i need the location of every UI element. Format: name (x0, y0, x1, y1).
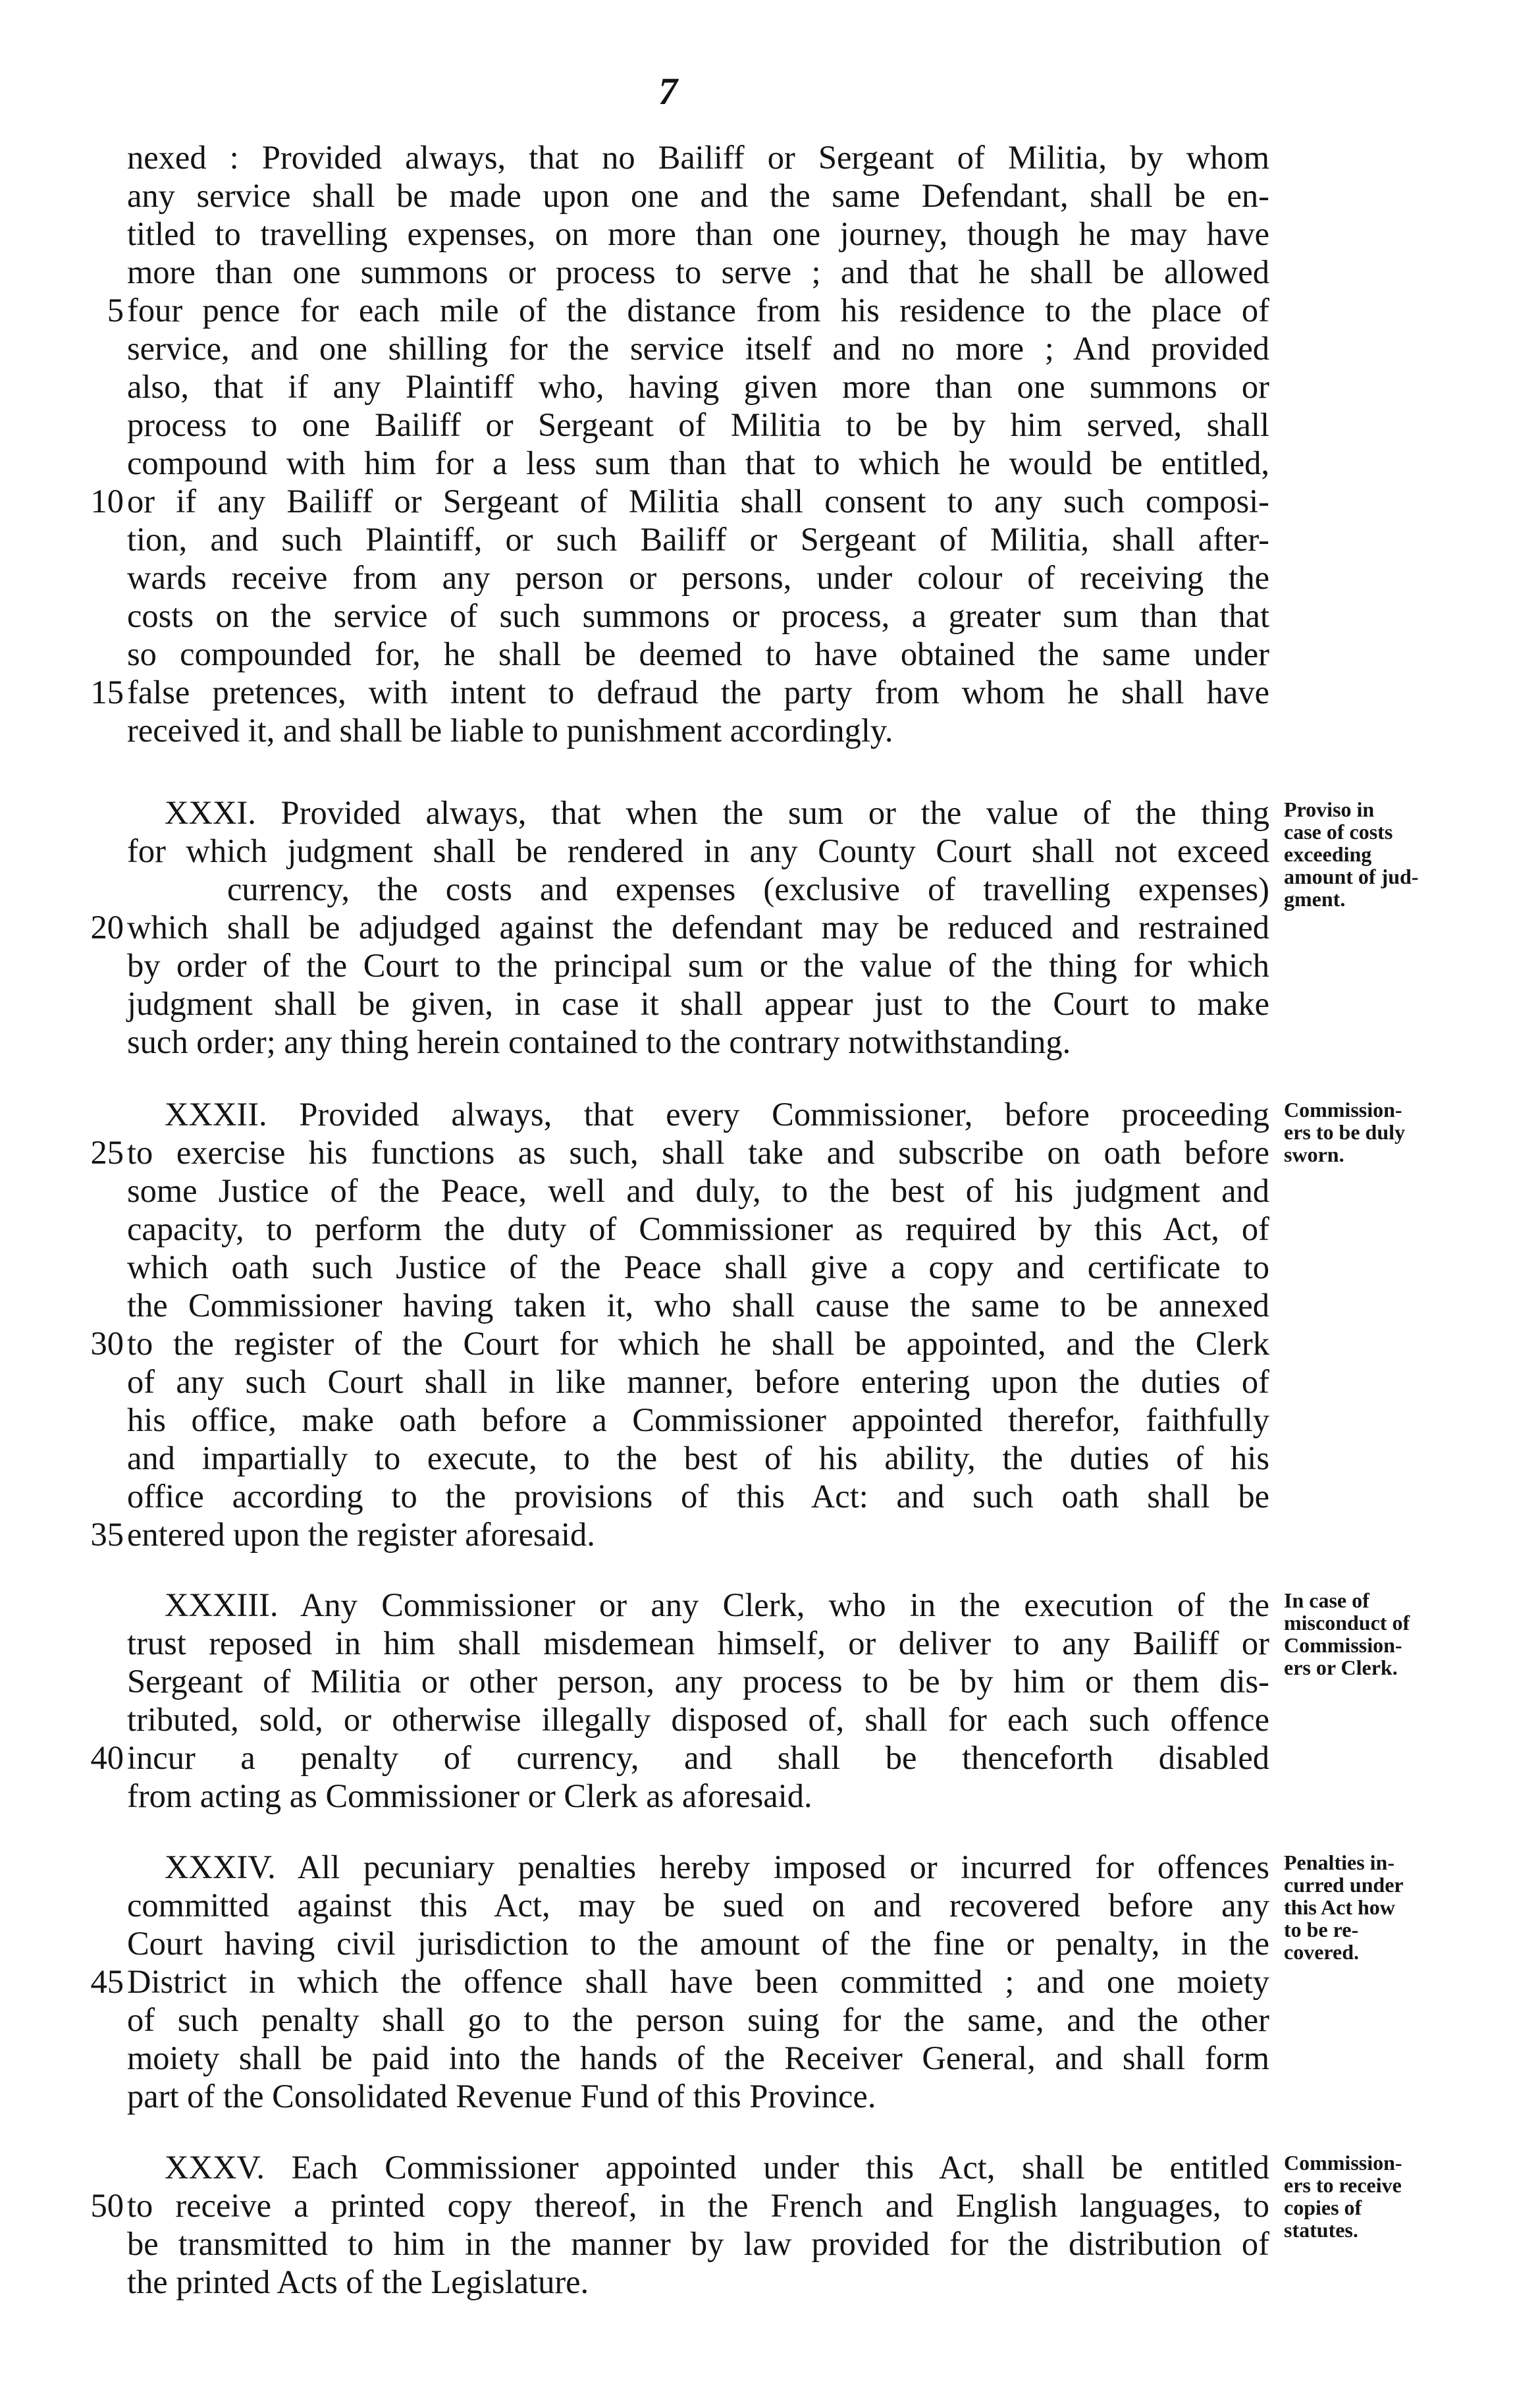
line-number: 5 (107, 292, 124, 329)
line-number: 20 (90, 909, 124, 946)
line-number: 10 (90, 483, 124, 520)
text-line: from acting as Commissioner or Clerk as aforesaid. (127, 1777, 812, 1814)
margin-note (1284, 1851, 1534, 1963)
margin-note (1284, 1589, 1534, 1679)
text-line: more than one summons or process to serve ; and that he shall be allowed (127, 254, 1269, 290)
text-line: service, and one shilling for the service itself and no more ; And provided (127, 330, 1269, 367)
text-line: compound with him for a less sum than that to which he would be entitled, (127, 445, 1269, 481)
text-line: District in which the offence shall have been committed ; and one moiety (127, 1963, 1269, 2000)
page-number: 7 (658, 70, 677, 113)
text-line: XXXIV. All pecuniary penalties hereby imposed or incurred for offences (165, 1849, 1269, 1885)
margin-note-line: amount of jud- (1284, 865, 1419, 888)
text-line: process to one Bailiff or Sergeant of Militia to be by him served, shall (127, 406, 1269, 443)
text-line: four pence for each mile of the distance from his residence to the place of (127, 292, 1269, 329)
margin-note-line: to be re- (1284, 1918, 1359, 1941)
text-line: Court having civil jurisdiction to the amount of the fine or penalty, in the (127, 1925, 1269, 1962)
text-line: also, that if any Plaintiff who, having given more than one summons or (127, 368, 1269, 405)
margin-note-line: ers to be duly (1284, 1120, 1405, 1144)
line-number: 25 (90, 1134, 124, 1171)
text-line: to the register of the Court for which he shall be appointed, and the Clerk (127, 1325, 1269, 1362)
line-number: 40 (90, 1739, 124, 1776)
text-line: judgment shall be given, in case it shall appear just to the Court to make (127, 985, 1269, 1022)
line-number: 45 (90, 1963, 124, 2000)
text-line: to receive a printed copy thereof, in the French and English languages, to (127, 2187, 1269, 2224)
text-line: titled to travelling expenses, on more than one journey, though he may have (127, 215, 1269, 252)
text-line: received it, and shall be liable to punishment accordingly. (127, 712, 893, 749)
text-line: entered upon the register aforesaid. (127, 1516, 595, 1553)
text-line: committed against this Act, may be sued on and recovered before any (127, 1887, 1269, 1924)
margin-note-line: covered. (1284, 1940, 1360, 1964)
margin-note-line: statutes. (1284, 2218, 1358, 2242)
margin-note-line: case of costs (1284, 820, 1393, 844)
margin-note (1284, 1098, 1534, 1166)
line-number: 50 (90, 2187, 124, 2224)
text-line: the Commissioner having taken it, who shall cause the same to be annexed (127, 1287, 1269, 1324)
text-line: the printed Acts of the Legislature. (127, 2263, 589, 2300)
margin-note-line: ers or Clerk. (1284, 1656, 1398, 1679)
text-line: by order of the Court to the principal sum or the value of the thing for which (127, 947, 1269, 984)
text-line: moiety shall be paid into the hands of the Receiver General, and shall form (127, 2040, 1269, 2076)
text-line: tion, and such Plaintiff, or such Bailiff or Sergeant of Militia, shall after- (127, 521, 1269, 558)
text-line: XXXI. Provided always, that when the sum or the value of the thing (165, 794, 1269, 831)
margin-note-line: misconduct of (1284, 1611, 1410, 1635)
text-line: tributed, sold, or otherwise illegally disposed of, shall for each such offence (127, 1701, 1269, 1738)
text-line: Sergeant of Militia or other person, any process to be by him or them dis- (127, 1663, 1269, 1700)
margin-note-line: curred under (1284, 1873, 1404, 1897)
margin-note-line: copies of (1284, 2196, 1362, 2219)
text-line: trust reposed in him shall misdemean himself, or deliver to any Bailiff or (127, 1625, 1269, 1662)
text-line: to exercise his functions as such, shall take and subscribe on oath before (127, 1134, 1269, 1171)
margin-note-line: Commission- (1284, 2151, 1402, 2175)
line-number: 35 (90, 1516, 124, 1553)
margin-note (1284, 798, 1534, 910)
text-line: incur a penalty of currency, and shall be thenceforth disabled (127, 1739, 1269, 1776)
text-line: costs on the service of such summons or process, a greater sum than that (127, 597, 1269, 634)
text-line: any service shall be made upon one and the same Defendant, shall be en- (127, 177, 1269, 214)
text-line: be transmitted to him in the manner by law provided for the distribution of (127, 2225, 1269, 2262)
margin-note-line: this Act how (1284, 1895, 1395, 1919)
text-line: which shall be adjudged against the defendant may be reduced and restrained (127, 909, 1269, 946)
text-line: of such penalty shall go to the person suing for the same, and the other (127, 2001, 1269, 2038)
text-line: XXXII. Provided always, that every Commissioner, before proceeding (165, 1096, 1269, 1133)
line-number: 30 (90, 1325, 124, 1362)
line-number: 15 (90, 674, 124, 711)
text-line: wards receive from any person or persons, under colour of receiving the (127, 559, 1269, 596)
text-line: false pretences, with intent to defraud the party from whom he shall have (127, 674, 1269, 711)
margin-note-line: ers to receive (1284, 2173, 1402, 2197)
margin-note-line: Proviso in (1284, 798, 1375, 821)
text-line: some Justice of the Peace, well and duly, to the best of his judgment and (127, 1172, 1269, 1209)
text-line: currency, the costs and expenses (exclusive of travelling expenses) (227, 871, 1269, 907)
margin-note-line: Commission- (1284, 1098, 1402, 1122)
text-line: capacity, to perform the duty of Commissioner as required by this Act, of (127, 1210, 1269, 1247)
text-line: which oath such Justice of the Peace shall give a copy and certificate to (127, 1249, 1269, 1285)
text-line: XXXIII. Any Commissioner or any Clerk, who in the execution of the (165, 1586, 1269, 1623)
text-line: of any such Court shall in like manner, before entering upon the duties of (127, 1363, 1269, 1400)
margin-note-line: Commission- (1284, 1633, 1402, 1657)
margin-note-line: sworn. (1284, 1143, 1344, 1166)
text-line: office according to the provisions of this Act: and such oath shall be (127, 1478, 1269, 1515)
text-line: part of the Consolidated Revenue Fund of this Province. (127, 2078, 876, 2115)
text-line: and impartially to execute, to the best of his ability, the duties of his (127, 1440, 1269, 1476)
text-line: so compounded for, he shall be deemed to have obtained the same under (127, 636, 1269, 672)
text-line: for which judgment shall be rendered in any County Court shall not exceed (127, 832, 1269, 869)
text-line: XXXV. Each Commissioner appointed under this Act, shall be entitled (165, 2149, 1269, 2186)
text-line: his office, make oath before a Commissioner appointed therefor, faithfully (127, 1401, 1269, 1438)
text-line: or if any Bailiff or Sergeant of Militia shall consent to any such composi- (127, 483, 1269, 520)
margin-note-line: In case of (1284, 1588, 1369, 1612)
text-line: such order; any thing herein contained to the contrary notwithstanding. (127, 1023, 1071, 1060)
margin-note-line: gment. (1284, 887, 1346, 911)
text-line: nexed : Provided always, that no Bailiff or Sergeant of Militia, by whom (127, 139, 1269, 176)
margin-note-line: exceeding (1284, 842, 1372, 866)
margin-note-line: Penalties in- (1284, 1851, 1394, 1874)
margin-note (1284, 2151, 1534, 2241)
